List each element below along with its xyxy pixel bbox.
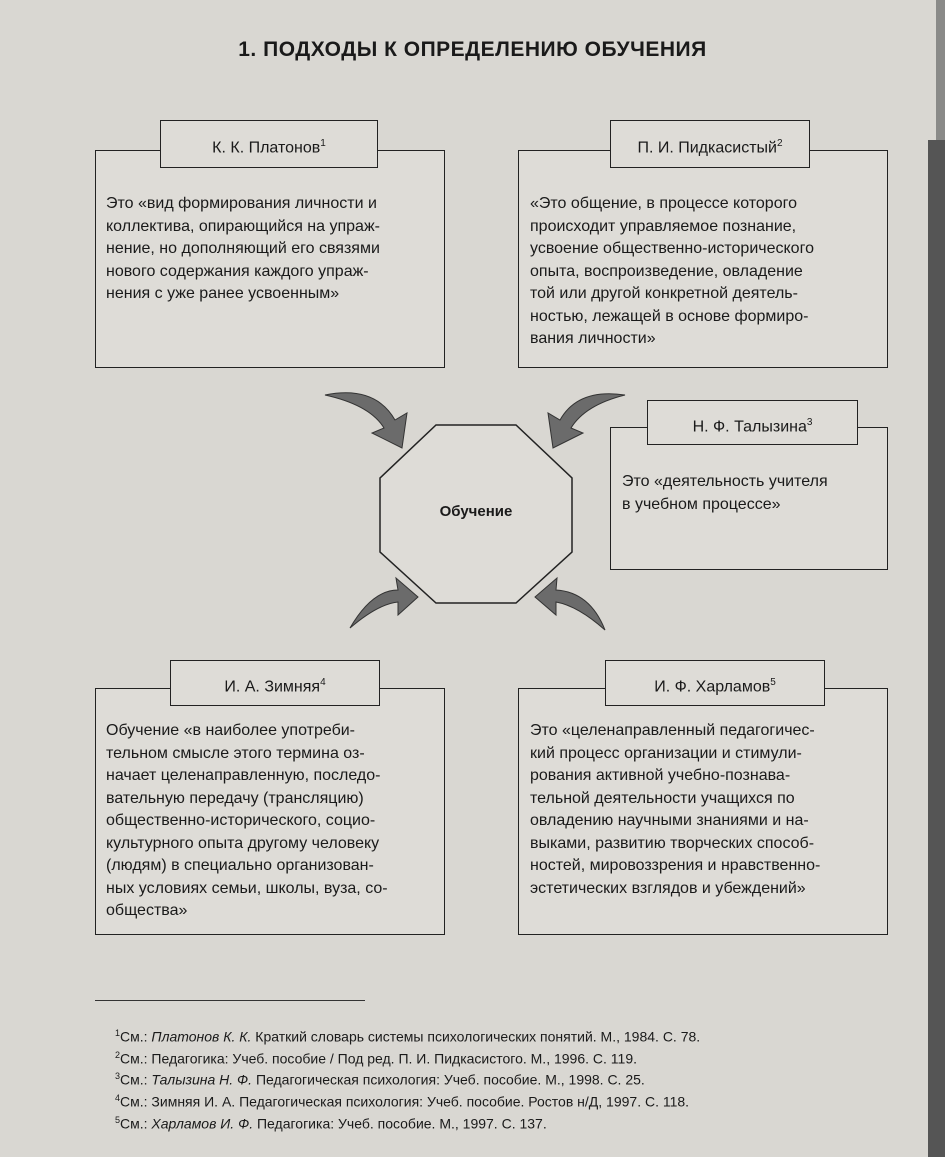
text-line: нового содержания каждого упраж- [106, 262, 369, 280]
definition-text-kharlamov [530, 720, 820, 900]
footnote [115, 1067, 700, 1089]
text-line: рования активной учебно-познава- [530, 767, 791, 784]
footnote-ref: 1 [320, 138, 326, 149]
footnote-text: Педагогическая психология: Учеб. пособие. М., 1998. С. 25. [252, 1071, 645, 1088]
footnote-author: Платонов К. К. [151, 1028, 252, 1045]
definition-text-talyzina [622, 471, 828, 516]
definition-text-pidkasisty [530, 193, 814, 351]
footnote [115, 1024, 700, 1046]
text-line: коллектива, опирающийся на упраж- [106, 217, 380, 235]
author-name: И. А. Зимняя [224, 678, 321, 696]
footnote [115, 1111, 700, 1133]
text-line: общественно-исторического, социо- [106, 812, 376, 829]
text-line: начает целенаправленную, последо- [106, 767, 381, 784]
text-line: нение, но дополняющий его связями [106, 240, 380, 257]
footnote-number: 3 [115, 1071, 121, 1082]
footnote-prefix: См.: [120, 1115, 152, 1132]
text-line: нения с уже ранее усвоенным» [106, 285, 340, 302]
text-line: в учебном процессе» [622, 495, 781, 513]
definition-text-platonov [106, 193, 380, 306]
footnote-number: 2 [115, 1049, 121, 1060]
author-label-kharlamov [605, 660, 825, 706]
text-line: Обучение «в наиболее употреби- [106, 722, 355, 739]
author-label-pidkasisty [610, 120, 810, 168]
text-line: выками, развитию творческих способ- [530, 834, 815, 852]
text-line: (людям) в специально организован- [106, 857, 374, 874]
arrow-bottom-right [535, 578, 605, 630]
footnote-text: Зимняя И. А. Педагогическая психология: Учеб. пособие. Ростов н/Д, 1997. С. 118. [151, 1093, 690, 1110]
author-name: И. Ф. Харламов [654, 678, 771, 696]
author-label-zimnyaya [170, 660, 380, 706]
footnote-author: Харламов И. Ф. [151, 1115, 254, 1132]
footnote-text: Краткий словарь системы психологических понятий. М., 1984. С. 78. [251, 1028, 701, 1045]
definition-text-zimnyaya [106, 720, 388, 923]
text-line: Это «деятельность учителя [622, 473, 828, 490]
footnote-prefix: См.: [120, 1071, 152, 1088]
author-name: Н. Ф. Талызина [692, 418, 807, 436]
text-line: Это «вид формирования личности и [106, 195, 377, 212]
author-name: П. И. Пидкасистый [637, 139, 777, 157]
text-line: ностью, лежащей в основе формиро- [530, 307, 809, 325]
footnote-divider [95, 1000, 365, 1001]
footnote [115, 1046, 700, 1068]
footnote-text: Педагогика: Учеб. пособие. М., 1997. С. 137. [253, 1115, 547, 1132]
text-line: той или другой конкретной деятель- [530, 285, 798, 302]
text-line: овладению научными знаниями и на- [530, 812, 809, 829]
text-line: Это «целенаправленный педагогичес- [530, 722, 815, 739]
text-line: ных условиях семьи, школы, вуза, со- [106, 879, 388, 897]
text-line: тельном смысле этого термина оз- [106, 744, 365, 762]
text-line: эстетических взглядов и убеждений» [530, 879, 806, 897]
author-label-talyzina [647, 400, 858, 445]
footnote-prefix: См.: [120, 1093, 152, 1110]
text-line: усвоение общественно-исторического [530, 240, 814, 257]
footnotes [115, 1024, 700, 1132]
footnote-text: Педагогика: Учеб. пособие / Под ред. П. И. Пидкасистого. М., 1996. С. 119. [151, 1050, 637, 1067]
text-line: ностей, мировоззрения и нравственно- [530, 857, 821, 874]
center-label: Обучение [439, 503, 513, 520]
footnote-number: 4 [115, 1092, 121, 1103]
footnote-ref: 2 [776, 138, 783, 149]
page-title: 1. ПОДХОДЫ К ОПРЕДЕЛЕНИЮ ОБУЧЕНИЯ [238, 38, 707, 61]
footnote [115, 1089, 700, 1111]
footnote-ref: 4 [320, 677, 326, 688]
text-line: происходит управляемое познание, [530, 217, 797, 235]
author-label-platonov [160, 120, 378, 168]
footnote-ref: 3 [806, 417, 813, 428]
arrow-top-left [325, 393, 407, 448]
text-line: тельной деятельности учащихся по [530, 789, 795, 807]
text-line: вания личности» [530, 330, 656, 347]
footnote-number: 1 [115, 1028, 121, 1038]
footnote-prefix: См.: [120, 1050, 152, 1067]
text-line: культурного опыта другому человеку [106, 834, 380, 852]
footnote-author: Талызина Н. Ф. [151, 1071, 253, 1088]
footnote-ref: 5 [770, 677, 776, 688]
text-line: «Это общение, в процессе которого [530, 195, 797, 212]
footnote-prefix: См.: [120, 1028, 152, 1045]
text-line: вательную передачу (трансляцию) [106, 789, 364, 807]
author-name: К. К. Платонов [212, 139, 321, 157]
text-line: кий процесс организации и стимули- [530, 744, 802, 762]
text-line: общества» [106, 902, 188, 919]
footnote-number: 5 [115, 1114, 121, 1125]
arrow-bottom-left [350, 578, 418, 628]
text-line: опыта, воспроизведение, овладение [530, 262, 803, 280]
